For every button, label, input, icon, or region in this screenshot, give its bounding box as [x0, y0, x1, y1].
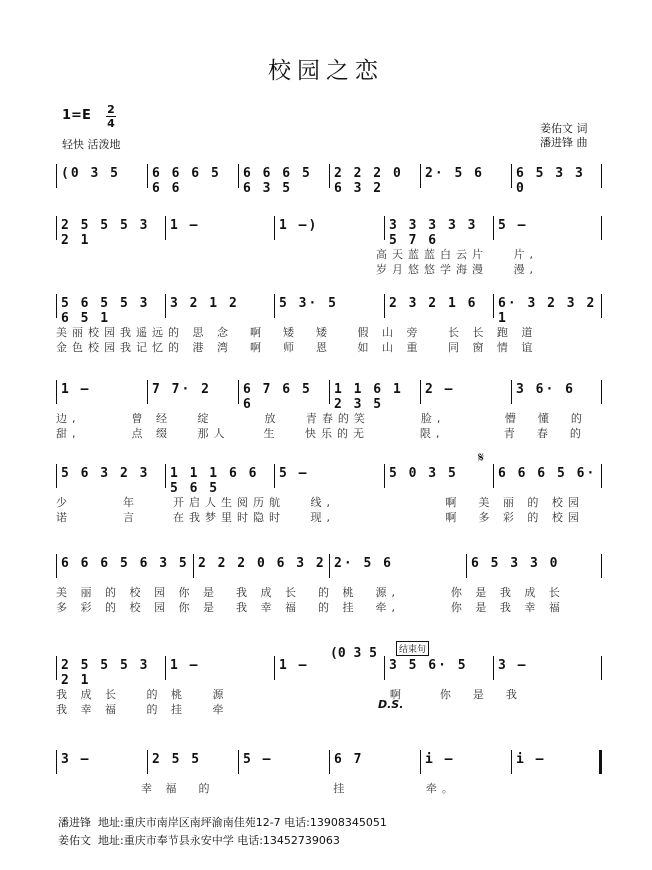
measure: 2 2 2 0 6 3 2	[334, 166, 403, 196]
measure: 1 –	[170, 658, 200, 673]
measure: 5 –	[498, 218, 528, 233]
lyric-text: 边, 曾 经 绽 放 青春的笑 脸, 懵 懂 的	[56, 412, 587, 425]
barline	[238, 750, 239, 774]
measure: 3 –	[61, 752, 91, 767]
barline	[420, 164, 421, 188]
lyric-text: 幸 福 的 挂 牵。	[56, 782, 458, 795]
measure: 3 2 1 2	[170, 296, 239, 311]
measure: 1 –	[61, 382, 91, 397]
staff-row-7	[56, 658, 602, 688]
barline	[329, 750, 330, 774]
composer-credit: 潘进锋 曲	[540, 136, 588, 149]
barline	[147, 750, 148, 774]
lyric-text: 我 幸 福 的 挂 牵	[56, 703, 229, 716]
barline	[420, 380, 421, 404]
barline	[511, 380, 512, 404]
barline	[329, 164, 330, 188]
barline	[147, 380, 148, 404]
coda-intro: (0 3 5	[330, 646, 377, 661]
barline	[601, 380, 602, 404]
measure: 5 0 3 5	[389, 466, 458, 481]
lyric-text: 岁月悠悠学海漫 漫,	[376, 263, 538, 276]
lyric-text: 美 丽 的 校 园 你 是 我 成 长 的 桃 源, 你 是 我 成 长	[56, 586, 565, 599]
barline	[193, 554, 194, 578]
lyric-text: 多 彩 的 校 园 你 是 我 幸 福 的 挂 牵, 你 是 我 幸 福	[56, 601, 565, 614]
measure: 1 –	[279, 658, 309, 673]
measure: 6 7	[334, 752, 364, 767]
lyric-text: 美丽校园我遥远的 思 念 啊 矮 矮 假 山 旁 长 长 跑 道	[56, 326, 538, 339]
barline	[493, 464, 494, 488]
barline	[493, 656, 494, 680]
measure: 3 6· 6	[516, 382, 575, 397]
footer-line-1: 潘进锋 地址:重庆市南岸区南坪渝南佳苑12-7 电话:13908345051	[58, 816, 387, 829]
segno-icon: 𝄋	[478, 450, 485, 466]
lyricist-credit: 姜佑文 词	[540, 122, 588, 135]
barline	[274, 656, 275, 680]
barline	[601, 164, 602, 188]
barline	[601, 216, 602, 240]
barline	[511, 750, 512, 774]
lyric-text: 诺 言 在我梦里时隐时 现, 啊 多 彩 的 校园	[56, 511, 584, 524]
lyric-text: 高天蓝蓝白云片 片,	[376, 248, 538, 261]
barline	[274, 216, 275, 240]
measure: 6 5 3 3 0	[516, 166, 585, 196]
barline	[493, 216, 494, 240]
barline	[56, 656, 57, 680]
measure: 3 5 6· 5	[389, 658, 468, 673]
barline	[599, 750, 602, 774]
measure: 2· 5 6	[334, 556, 393, 571]
time-signature: 2 4	[107, 103, 115, 130]
measure: 6 6 6 5 6 3 5	[61, 556, 189, 571]
page-title: 校园之恋	[268, 58, 384, 84]
key-signature: 1=E	[62, 108, 91, 123]
staff-row-2	[56, 218, 602, 248]
measure: 3 3 3 3 3 5 7 6	[389, 218, 478, 248]
barline	[329, 380, 330, 404]
measure: 1 –)	[279, 218, 319, 233]
barline	[601, 294, 602, 318]
barline	[56, 750, 57, 774]
measure: 1 1 1 6 6 5 6 5	[170, 466, 259, 496]
barline	[274, 294, 275, 318]
barline	[165, 216, 166, 240]
staff-row-8	[56, 752, 602, 774]
measure: 6 7 6 5 6	[243, 382, 312, 412]
measure: 2· 5 6	[425, 166, 484, 181]
measure: 2 5 5 5 3 2 1	[61, 658, 150, 688]
lyric-text: 少 年 开启人生阅历航 线, 啊 美 丽 的 校园	[56, 496, 584, 509]
staff-row-6	[56, 556, 602, 578]
barline	[601, 554, 602, 578]
barline	[56, 216, 57, 240]
lyric-text: 甜, 点 缀 那人 生 快乐的无 限, 青 春 的	[56, 427, 586, 440]
measure: 6 5 3 3 0	[471, 556, 560, 571]
barline	[384, 294, 385, 318]
measure: 7 7· 2	[152, 382, 211, 397]
measure: 5 –	[279, 466, 309, 481]
staff-row-4	[56, 382, 602, 412]
measure: 2 –	[425, 382, 455, 397]
staff-row-1	[56, 166, 602, 196]
barline	[165, 656, 166, 680]
measure: 1 –	[170, 218, 200, 233]
barline	[56, 380, 57, 404]
barline	[56, 554, 57, 578]
measure: 5 3· 5	[279, 296, 338, 311]
barline	[384, 464, 385, 488]
barline	[493, 294, 494, 318]
barline	[511, 164, 512, 188]
barline	[147, 164, 148, 188]
barline	[466, 554, 467, 578]
staff-row-3	[56, 296, 602, 326]
measure: 6 6 6 5 6·	[498, 466, 597, 481]
measure: 2 3 2 1 6	[389, 296, 478, 311]
barline	[56, 164, 57, 188]
barline	[601, 464, 602, 488]
lyric-text: 我 成 长 的 桃 源 啊 你 是 我	[56, 688, 522, 701]
measure: 5 –	[243, 752, 273, 767]
measure: i –	[516, 752, 546, 767]
barline	[165, 464, 166, 488]
footer-line-2: 姜佑文 地址:重庆市奉节县永安中学 电话:13452739063	[58, 834, 340, 847]
barline	[274, 464, 275, 488]
barline	[420, 750, 421, 774]
barline	[329, 554, 330, 578]
measure: 2 5 5	[152, 752, 202, 767]
measure: 5 6 5 5 3 6 5 1	[61, 296, 150, 326]
barline	[384, 656, 385, 680]
measure: 3 –	[498, 658, 528, 673]
ds-mark: D.S.	[378, 698, 404, 711]
measure: 2 2 2 0 6 3 2	[198, 556, 326, 571]
barline	[601, 656, 602, 680]
measure: (0 3 5	[61, 166, 120, 181]
barline	[238, 380, 239, 404]
lyric-text: 金色校园我记忆的 港 湾 啊 师 恩 如 山 重 同 窗 情 谊	[56, 341, 538, 354]
measure: 6 6 6 5 6 3 5	[243, 166, 312, 196]
coda-label: 结束句	[396, 641, 429, 656]
barline	[165, 294, 166, 318]
tempo-marking: 轻快 活泼地	[62, 138, 121, 151]
measure: 5 6 3 2 3	[61, 466, 150, 481]
barline	[56, 464, 57, 488]
barline	[56, 294, 57, 318]
barline	[238, 164, 239, 188]
measure: 6· 3 2 3 2 1	[498, 296, 597, 326]
measure: 6 6 6 5 6 6	[152, 166, 221, 196]
measure: i –	[425, 752, 455, 767]
barline	[384, 216, 385, 240]
staff-row-5	[56, 466, 602, 496]
measure: 2 5 5 5 3 2 1	[61, 218, 150, 248]
measure: 1 1 6 1 2 3 5	[334, 382, 403, 412]
